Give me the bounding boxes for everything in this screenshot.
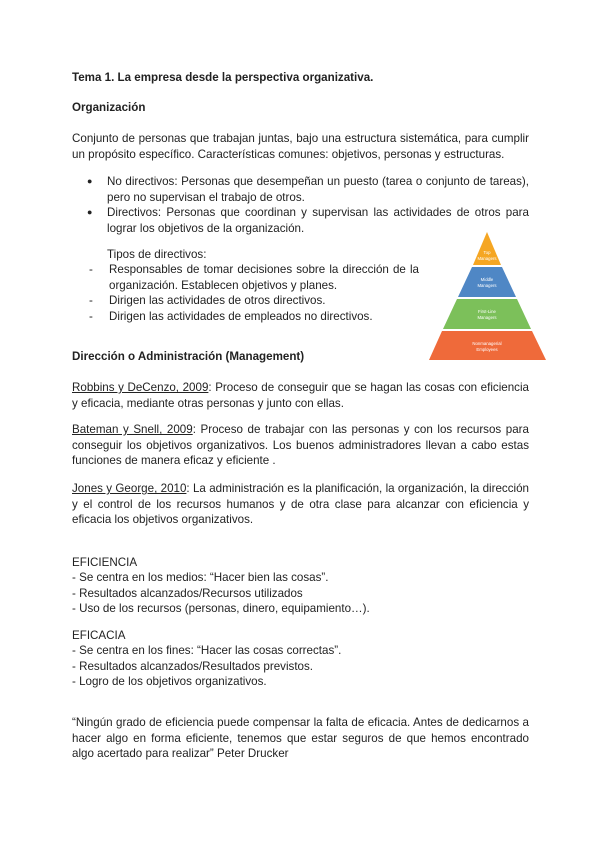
eficacia-lines: [72, 643, 341, 690]
pyramid-label-4b: Employees: [476, 347, 498, 352]
tipos-heading: Tipos de directivos:: [107, 248, 207, 261]
definition-robbins: [72, 380, 529, 411]
list-item: - Dirigen las actividades de otros directivos.: [89, 293, 419, 309]
heading-eficacia: EFICACIA: [72, 629, 126, 642]
drucker-quote: “Ningún grado de eficiencia puede compensar la falta de eficacia. Antes de dedicarnos a hacer algo en forma eficiente, tenemos que estar seguros de que hemos encontrado algo acertado para realizar” Peter Drucker: [72, 716, 529, 760]
pyramid-label-2a: Middle: [480, 277, 494, 282]
definition-bateman: [72, 422, 529, 469]
citation-source: Jones y George, 2010: [72, 482, 187, 495]
pyramid-label-2b: Managers: [477, 283, 497, 288]
list-item: - Se centra en los medios: “Hacer bien las cosas”.: [72, 571, 329, 584]
list-item: - Dirigen las actividades de empleados no directivos.: [89, 309, 419, 325]
list-item: ● Directivos: Personas que coordinan y supervisan las actividades de otros para lograr los objetivos de la organización.: [87, 205, 529, 236]
management-pyramid-diagram: [428, 229, 548, 361]
eficiencia-lines: [72, 570, 370, 617]
heading-organizacion: Organización: [72, 101, 146, 114]
pyramid-label-4a: Nonmanagerial: [472, 341, 502, 346]
list-item: - Resultados alcanzados/Resultados previstos.: [72, 659, 314, 673]
list-item: - Logro de los objetivos organizativos.: [72, 675, 267, 688]
list-item: - Uso de los recursos (personas, dinero, equipamiento…).: [72, 602, 370, 615]
definition-text: : Proceso de conseguir que se hagan las cosas con eficiencia y eficacia, mediante otras personas y junto con ellas.: [72, 381, 530, 410]
list-item: - Se centra en los fines: “Hacer las cosas correctas”.: [72, 644, 342, 657]
pyramid-label-3a: First-Line: [478, 309, 496, 314]
citation-source: Bateman y Snell, 2009: [72, 423, 193, 436]
heading-direccion: Dirección o Administración (Management): [72, 350, 305, 363]
definition-text: : La administración es la planificación, la organización, la dirección y el control de los recursos humanos y de otra clase para alcanzar con eficiencia y eficacia los objetivos organizativos.: [72, 482, 529, 526]
bullet-list-directivos: [87, 174, 529, 236]
list-item: - Resultados alcanzados/Recursos utilizados: [72, 586, 303, 600]
definition-jones: [72, 481, 529, 528]
citation-source: Robbins y DeCenzo, 2009: [72, 381, 209, 394]
page-title: Tema 1. La empresa desde la perspectiva organizativa.: [72, 71, 374, 84]
list-item: - Responsables de tomar decisiones sobre la dirección de la organización. Establecen objetivos y planes.: [89, 262, 419, 293]
heading-eficiencia: EFICIENCIA: [72, 556, 138, 569]
pyramid-level-first-line: [443, 299, 531, 329]
pyramid-level-middle: [458, 267, 516, 297]
dash-list-tipos: [89, 262, 419, 324]
list-item: ● No directivos: Personas que desempeñan un puesto (tarea o conjunto de tareas), pero no supervisan el trabajo de otros.: [87, 174, 529, 205]
pyramid-label-1a: Top: [483, 250, 491, 255]
definition-text: : Proceso de trabajar con las personas y con los recursos para conseguir los objetivos organizativos. Los buenos administradores llevan a cabo estas funciones de manera eficaz y eficiente .: [72, 423, 529, 467]
paragraph-organizacion: Conjunto de personas que trabajan juntas, bajo una estructura sistemática, para cumplir un propósito específico. Características comunes: objetivos, personas y estructuras.: [72, 132, 529, 161]
pyramid-label-3b: Managers: [477, 315, 497, 320]
pyramid-label-1b: Managers: [477, 256, 497, 261]
